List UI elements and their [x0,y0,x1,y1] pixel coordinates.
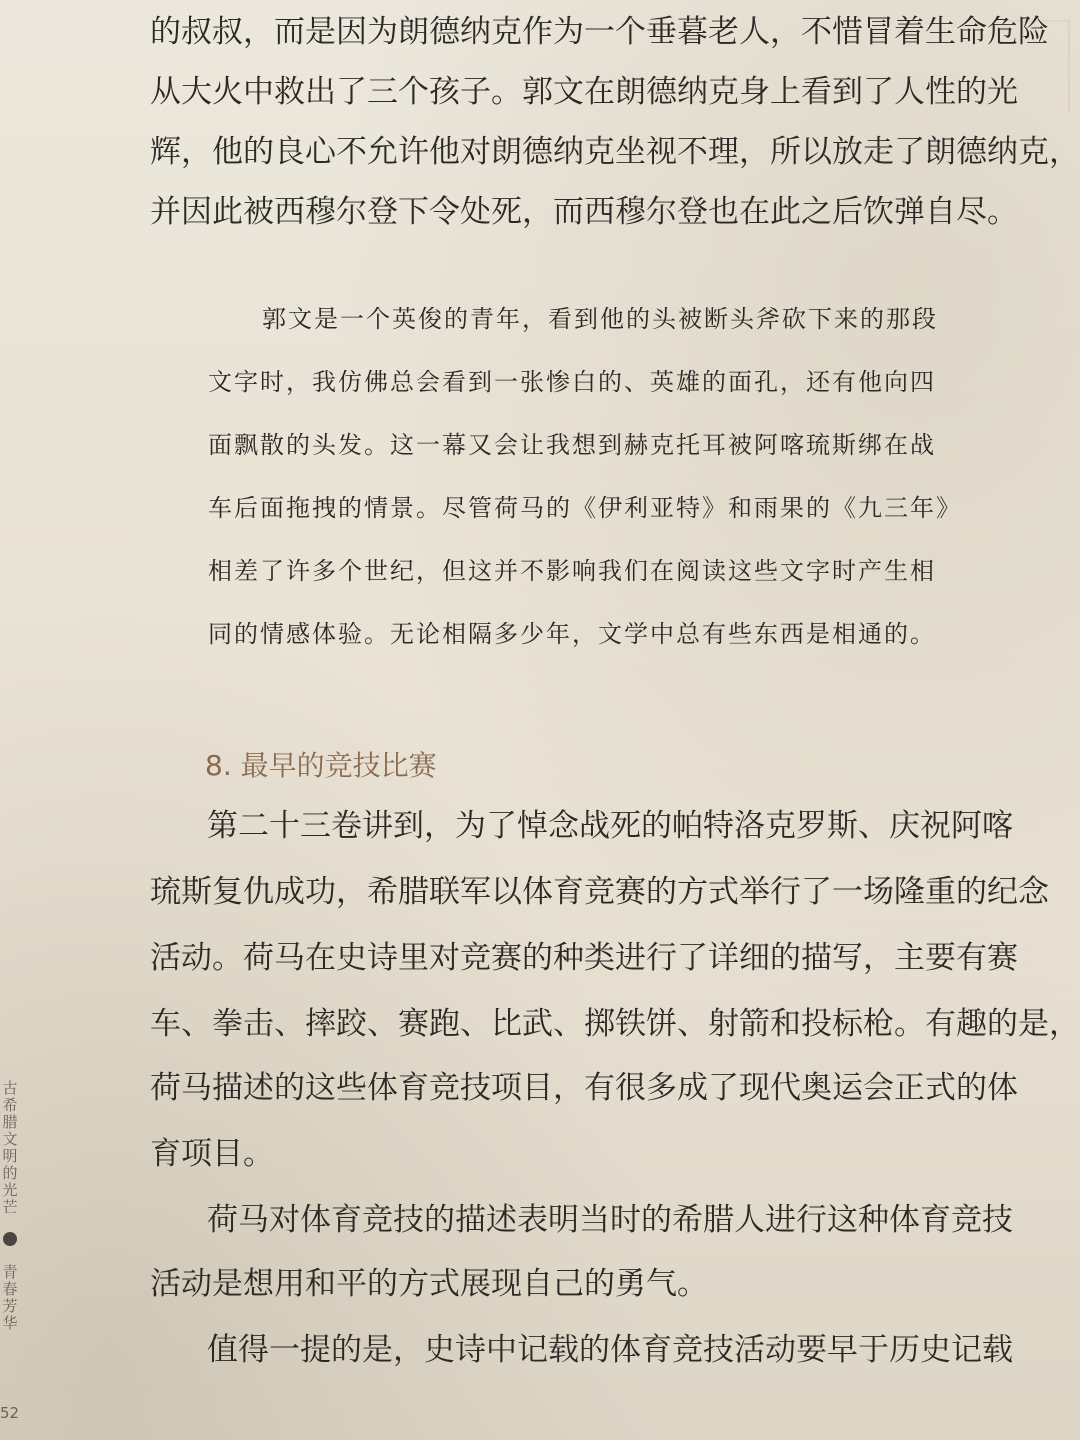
quote-line: 相差了许多个世纪，但这并不影响我们在阅读这些文字时产生相 [208,557,936,585]
body-line: 车、拳击、摔跤、赛跑、比武、掷铁饼、射箭和投标枪。有趣的是， [150,1006,1080,1042]
running-volume-title: 青春芳华 [2,1263,18,1332]
body-line: 荷马描述的这些体育竞技项目，有很多成了现代奥运会正式的体 [150,1070,1018,1106]
body-line: 值得一提的是，史诗中记载的体育竞技活动要早于历史记载 [207,1332,1013,1368]
body-line: 第二十三卷讲到，为了悼念战死的帕特洛克罗斯、庆祝阿喀 [207,808,1013,844]
chapter-dot-icon [3,1232,17,1246]
body-line: 育项目。 [150,1136,274,1172]
body-line: 从大火中救出了三个孩子。郭文在朗德纳克身上看到了人性的光 [150,74,1018,110]
quote-line: 面飘散的头发。这一幕又会让我想到赫克托耳被阿喀琉斯绑在战 [208,431,936,459]
body-line: 荷马对体育竞技的描述表明当时的希腊人进行这种体育竞技 [207,1202,1013,1238]
quote-line: 文字时，我仿佛总会看到一张惨白的、英雄的面孔，还有他向四 [208,368,936,396]
body-line: 琉斯复仇成功，希腊联军以体育竞赛的方式举行了一场隆重的纪念 [150,874,1049,910]
body-line: 的叔叔，而是因为朗德纳克作为一个垂暮老人，不惜冒着生命危险 [150,14,1049,50]
body-line: 活动。荷马在史诗里对竞赛的种类进行了详细的描写，主要有赛 [150,940,1018,976]
quote-line: 车后面拖拽的情景。尽管荷马的《伊利亚特》和雨果的《九三年》 [208,494,962,522]
body-line: 辉，他的良心不允许他对朗德纳克坐视不理，所以放走了朗德纳克， [150,134,1080,170]
running-book-title: 古希腊文明的光芒 [2,1079,18,1216]
quote-line: 郭文是一个英俊的青年，看到他的头被断头斧砍下来的那段 [262,305,938,333]
page-number: 52 [0,1404,20,1422]
section-heading: 8. 最早的竞技比赛 [205,749,437,782]
quote-line: 同的情感体验。无论相隔多少年，文学中总有些东西是相通的。 [208,620,936,648]
body-line: 并因此被西穆尔登下令处死，而西穆尔登也在此之后饮弹自尽。 [150,194,1018,230]
body-line: 活动是想用和平的方式展现自己的勇气。 [150,1266,708,1302]
